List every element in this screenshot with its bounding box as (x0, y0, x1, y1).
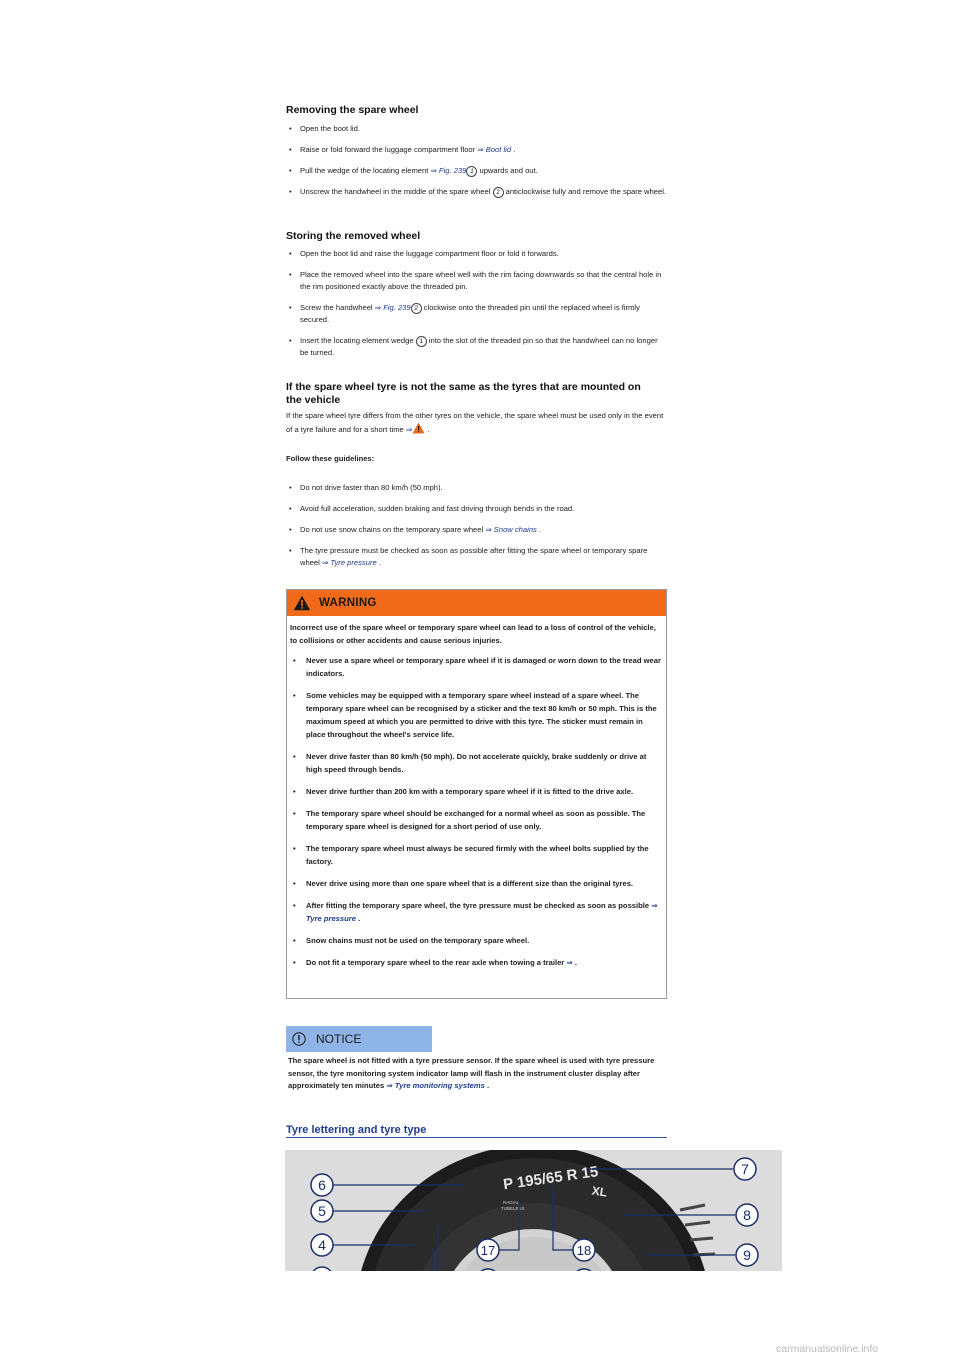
warning-triangle-icon (412, 422, 425, 434)
callout-9 (736, 1244, 758, 1266)
tyre-figure (285, 1150, 782, 1271)
svg-text:6: 6 (318, 1177, 326, 1193)
list-item: • The tyre pressure must be checked as soon as possible after fitting the spare wheel or temporary spare wheel ⇒ Tyre pressure . (286, 545, 668, 569)
list-item: • Do not use snow chains on the temporary spare wheel ⇒ Snow chains . (286, 524, 668, 536)
svg-text:8: 8 (743, 1207, 751, 1223)
different-tyre-paragraph: If the spare wheel tyre differs from the other tyres on the vehicle, the spare wheel must be used only in the event of a tyre failure and for a short time ⇒ . (286, 411, 664, 434)
callout-number: 1 (416, 336, 427, 347)
section-title-different-tyre: If the spare wheel tyre is not the same as the tyres that are mounted on the vehicle (286, 381, 641, 406)
callout-5 (311, 1200, 333, 1222)
link-fig-239[interactable]: ⇒ Fig. 239 (374, 303, 411, 312)
link-boot-lid[interactable]: ⇒ Boot lid (477, 145, 514, 154)
storing-steps (286, 248, 668, 368)
list-item: • Raise or fold forward the luggage compartment floor ⇒ Boot lid . (286, 144, 668, 156)
svg-text:18: 18 (576, 1243, 592, 1258)
guidelines-heading: Follow these guidelines: (286, 454, 375, 463)
callout-number: 1 (466, 166, 477, 177)
link-tyre-pressure[interactable]: ⇒ Tyre pressure (306, 901, 658, 923)
warning-list (290, 654, 661, 969)
link-tyre-pressure[interactable]: ⇒ Tyre pressure (321, 558, 379, 567)
list-item: • Do not fit a temporary spare wheel to the rear axle when towing a trailer ⇒ . (290, 956, 661, 969)
watermark: carmanualsonline.info (776, 1343, 879, 1355)
callout-18 (573, 1239, 595, 1261)
callout-number: 2 (493, 187, 504, 198)
svg-text:4: 4 (318, 1237, 326, 1253)
warning-body (287, 616, 666, 969)
list-item: • The temporary spare wheel must always be secured firmly with the wheel bolts supplied by the factory. (290, 842, 661, 868)
list-item: • Do not drive faster than 80 km/h (50 mph). (286, 482, 668, 494)
link-trailer[interactable]: ⇒ (566, 958, 573, 967)
list-item: • Never drive using more than one spare wheel that is a different size than the original tyres. (290, 877, 661, 890)
notice-header (286, 1026, 432, 1052)
svg-text:7: 7 (741, 1161, 749, 1177)
link-fig-239[interactable]: ⇒ Fig. 239 (430, 166, 467, 175)
list-item: • The temporary spare wheel should be exchanged for a normal wheel as soon as possible. The temporary spare wheel is designed for a short period of use only. (290, 807, 661, 833)
callout-17 (477, 1239, 499, 1261)
list-item: • Some vehicles may be equipped with a temporary spare wheel instead of a spare wheel. The temporary spare wheel can be recognised by a sticker and the text 80 km/h or 50 mph. This is the maximum speed at which you are permitted to drive with this tyre. The sticker must remain in place throughout the wheel's service life. (290, 689, 661, 741)
list-item: • Snow chains must not be used on the temporary spare wheel. (290, 934, 661, 947)
svg-text:9: 9 (743, 1247, 751, 1263)
tyre-illustration (285, 1150, 782, 1271)
list-item: • Insert the locating element wedge 1 into the slot of the threaded pin so that the handwheel can no longer be turned. (286, 335, 668, 359)
section-title-storing: Storing the removed wheel (286, 230, 421, 242)
list-item: • Never drive further than 200 km with a temporary spare wheel if it is fitted to the drive axle. (290, 785, 661, 798)
warning-triangle-icon (293, 595, 311, 611)
link-snow-chains[interactable]: ⇒ Snow chains (485, 525, 539, 534)
warning-box (286, 589, 667, 999)
list-item: • Open the boot lid and raise the luggage compartment floor or fold it forwards. (286, 248, 668, 260)
warning-label: WARNING (319, 597, 377, 609)
svg-text:17: 17 (480, 1243, 496, 1258)
warning-header (287, 590, 666, 616)
list-item: • Never drive faster than 80 km/h (50 mph). Do not accelerate quickly, brake suddenly or drive at high speed through bends. (290, 750, 661, 776)
callout-4 (311, 1234, 333, 1256)
callout-number: 2 (411, 303, 422, 314)
list-item: • Screw the handwheel ⇒ Fig. 239 2 clockwise onto the threaded pin until the replaced wheel is firmly secured. (286, 302, 668, 326)
svg-text:5: 5 (318, 1203, 326, 1219)
list-item: • Place the removed wheel into the spare wheel well with the rim facing downwards so that the central hole in the rim positioned exactly above the threaded pin. (286, 269, 668, 293)
exclamation-circle-icon (292, 1032, 306, 1046)
link-warning[interactable]: ⇒ (405, 425, 413, 434)
list-item: • Unscrew the handwheel in the middle of the spare wheel 2 anticlockwise fully and remove the spare wheel. (286, 186, 668, 198)
section-title-tyre-lettering: Tyre lettering and tyre type (286, 1124, 667, 1138)
list-item: • Avoid full acceleration, sudden braking and fast driving through bends in the road. (286, 503, 668, 515)
notice-label: NOTICE (316, 1032, 362, 1046)
callout-8 (736, 1204, 758, 1226)
warning-intro: Incorrect use of the spare wheel or temporary spare wheel can lead to a loss of control of the vehicle, to collisions or other accidents and cause serious injuries. (290, 623, 656, 645)
sidewall-size: P 195/65 R 15 (502, 1163, 600, 1194)
sidewall-radial: RADIAL (503, 1200, 520, 1205)
callout-7 (734, 1158, 756, 1180)
notice-text: The spare wheel is not fitted with a tyre pressure sensor. If the spare wheel is used with tyre pressure sensor, the tyre monitoring system indicator lamp will flash in the instrument cluster display after approximately ten minutes ⇒ Tyre monitoring systems . (288, 1056, 655, 1090)
list-item: • Pull the wedge of the locating element ⇒ Fig. 239 1 upwards and out. (286, 165, 668, 177)
list-item: • Never use a spare wheel or temporary spare wheel if it is damaged or worn down to the tread wear indicators. (290, 654, 661, 680)
guidelines-list (286, 482, 668, 578)
link-tyre-monitoring[interactable]: ⇒ Tyre monitoring systems (386, 1081, 487, 1090)
removing-steps (286, 123, 668, 207)
sidewall-xl: XL (590, 1183, 609, 1200)
callout-6 (311, 1174, 333, 1196)
list-item: • Open the boot lid. (286, 123, 668, 135)
sidewall-tubeless: TUBELESS (501, 1206, 525, 1211)
section-title-removing: Removing the spare wheel (286, 104, 419, 116)
list-item: • After fitting the temporary spare wheel, the tyre pressure must be checked as soon as possible ⇒ Tyre pressure . (290, 899, 661, 925)
